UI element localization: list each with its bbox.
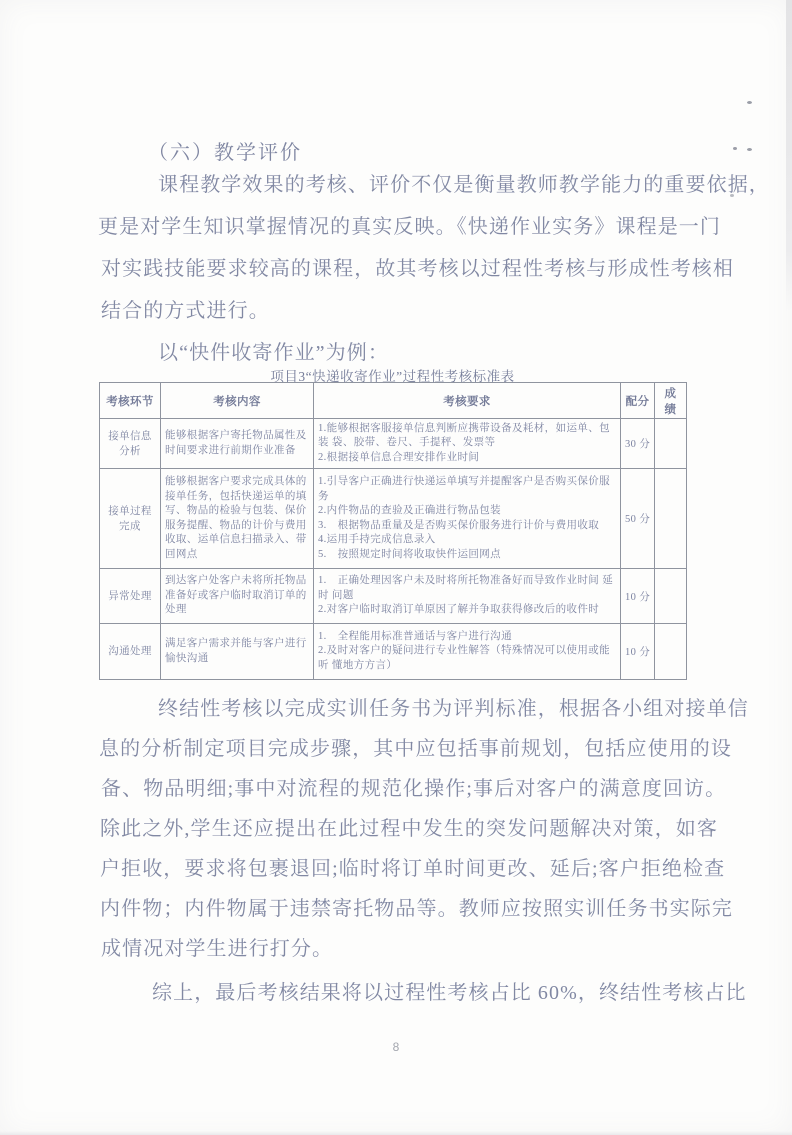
paragraph-line: 户拒收，要求将包裹退回;临时将订单时间更改、延后;客户拒绝检查 — [100, 858, 726, 880]
paragraph-line: 备、物品明细;事中对流程的规范化操作;事后对客户的满意度回访。 — [101, 778, 727, 800]
result-cell — [655, 419, 687, 469]
paragraph-line: 对实践技能要求较高的课程，故其考核以过程性考核与形成性考核相 — [101, 258, 734, 280]
paragraph-line: 除此之外,学生还应提出在此过程中发生的突发问题解决对策，如客 — [100, 818, 718, 840]
requirements-cell — [314, 569, 621, 624]
content-cell: 能够根据客户寄托物品属性及时间要求进行前期作业准备 — [161, 419, 314, 469]
requirement-item: 1. 全程能用标准普通话与客户进行沟通 — [318, 630, 512, 642]
content-cell: 到达客户处客户未将所托物品准备好或客户临时取消订单的处理 — [161, 569, 314, 624]
table-title: 项目3“快递收寄作业”过程性考核标准表 — [270, 369, 515, 384]
scan-speck — [747, 148, 752, 151]
requirements-cell — [314, 624, 621, 680]
paragraph-line: 更是对学生知识掌握情况的真实反映。《快递作业实务》课程是一门 — [98, 216, 721, 238]
stage-cell: 接单信息 分析 — [100, 419, 161, 469]
content-cell: 能够根据客户要求完成具体的接单任务，包括快递运单的填写、物品的检验与包装、保价服务提醒、物品的计价与费用收取、运单信息扫描录入、带回网点 — [161, 469, 314, 569]
table-row — [100, 469, 687, 569]
paragraph-line: 内件物；内件物属于违禁寄托物品等。教师应按照实训任务书实际完 — [100, 898, 733, 920]
requirements-cell — [314, 419, 621, 469]
stage-cell: 异常处理 — [100, 569, 161, 624]
result-cell — [655, 624, 687, 680]
requirement-item: 2.内件物品的查验及正确进行物品包装 — [318, 505, 502, 516]
col-header-score: 配分 — [621, 383, 655, 419]
requirement-item: 1. 正确处理因客户未及时将所托物准备好而导致作业时间 延时 问题 — [318, 575, 614, 601]
scan-speck — [733, 147, 737, 150]
scan-edge-shadow — [786, 0, 792, 312]
table-row — [100, 624, 687, 680]
scan-bottom-shadow — [0, 1131, 792, 1135]
requirement-item: 2.根据接单信息合理安排作业时间 — [318, 451, 480, 463]
paragraph-line: 终结性考核以完成实训任务书为评判标准，根据各小组对接单信 — [158, 698, 749, 720]
requirement-item: 2.及时对客户的疑问进行专业性解答（特殊情况可以使用或能 听 懂地方方言） — [318, 645, 611, 671]
table-row — [100, 419, 687, 469]
stage-cell: 接单过程 完成 — [100, 469, 161, 569]
requirement-item: 5. 按照规定时间将收取快件运回网点 — [318, 548, 502, 560]
page-number: 8 — [392, 1040, 400, 1054]
paragraph-line: 结合的方式进行。 — [101, 300, 270, 322]
requirement-item: 1.引导客户正确进行快递运单填写并提醒客户是否购买保价服 务 — [318, 476, 611, 502]
assessment-table — [99, 382, 687, 680]
requirement-item: 1.能够根据客服接单信息判断应携带设备及耗材，如运单、包装 袋、胶带、卷尺、手提秤、发票等 — [318, 422, 611, 449]
col-header-result: 成绩 — [655, 383, 687, 419]
score-cell: 10 分 — [621, 569, 655, 624]
paragraph-line: 成情况对学生进行打分。 — [101, 938, 334, 960]
result-cell — [655, 569, 687, 624]
paragraph-line: 综上，最后考核结果将以过程性考核占比 60%，终结性考核占比 — [152, 982, 747, 1004]
example-intro-line: 以“快件收寄作业”为例： — [158, 342, 389, 364]
requirements-cell — [314, 469, 621, 569]
result-cell — [655, 469, 687, 569]
scan-speck — [747, 101, 752, 104]
col-header-requirements: 考核要求 — [314, 383, 621, 419]
paragraph-line: 课程教学效果的考核、评价不仅是衡量教师教学能力的重要依据， — [158, 174, 770, 196]
col-header-stage: 考核环节 — [100, 383, 161, 419]
score-cell: 50 分 — [621, 469, 655, 569]
section-heading: （六）教学评价 — [148, 142, 302, 164]
table-header-row — [100, 383, 687, 419]
requirement-item: 3. 根据物品重量及是否购买保价服务进行计价与费用收取 — [318, 519, 600, 531]
score-cell: 30 分 — [621, 419, 655, 469]
col-header-content: 考核内容 — [161, 383, 314, 419]
paragraph-line: 息的分析制定项目完成步骤，其中应包括事前规划，包括应使用的设 — [99, 738, 732, 760]
score-cell: 10 分 — [621, 624, 655, 680]
table-row — [100, 569, 687, 624]
content-cell: 满足客户需求并能与客户进行愉快沟通 — [161, 624, 314, 680]
stage-cell: 沟通处理 — [100, 624, 161, 680]
requirement-item: 4.运用手持完成信息录入 — [318, 534, 436, 545]
requirement-item: 2.对客户临时取消订单原因了解并争取获得修改后的收件时 — [318, 604, 600, 616]
